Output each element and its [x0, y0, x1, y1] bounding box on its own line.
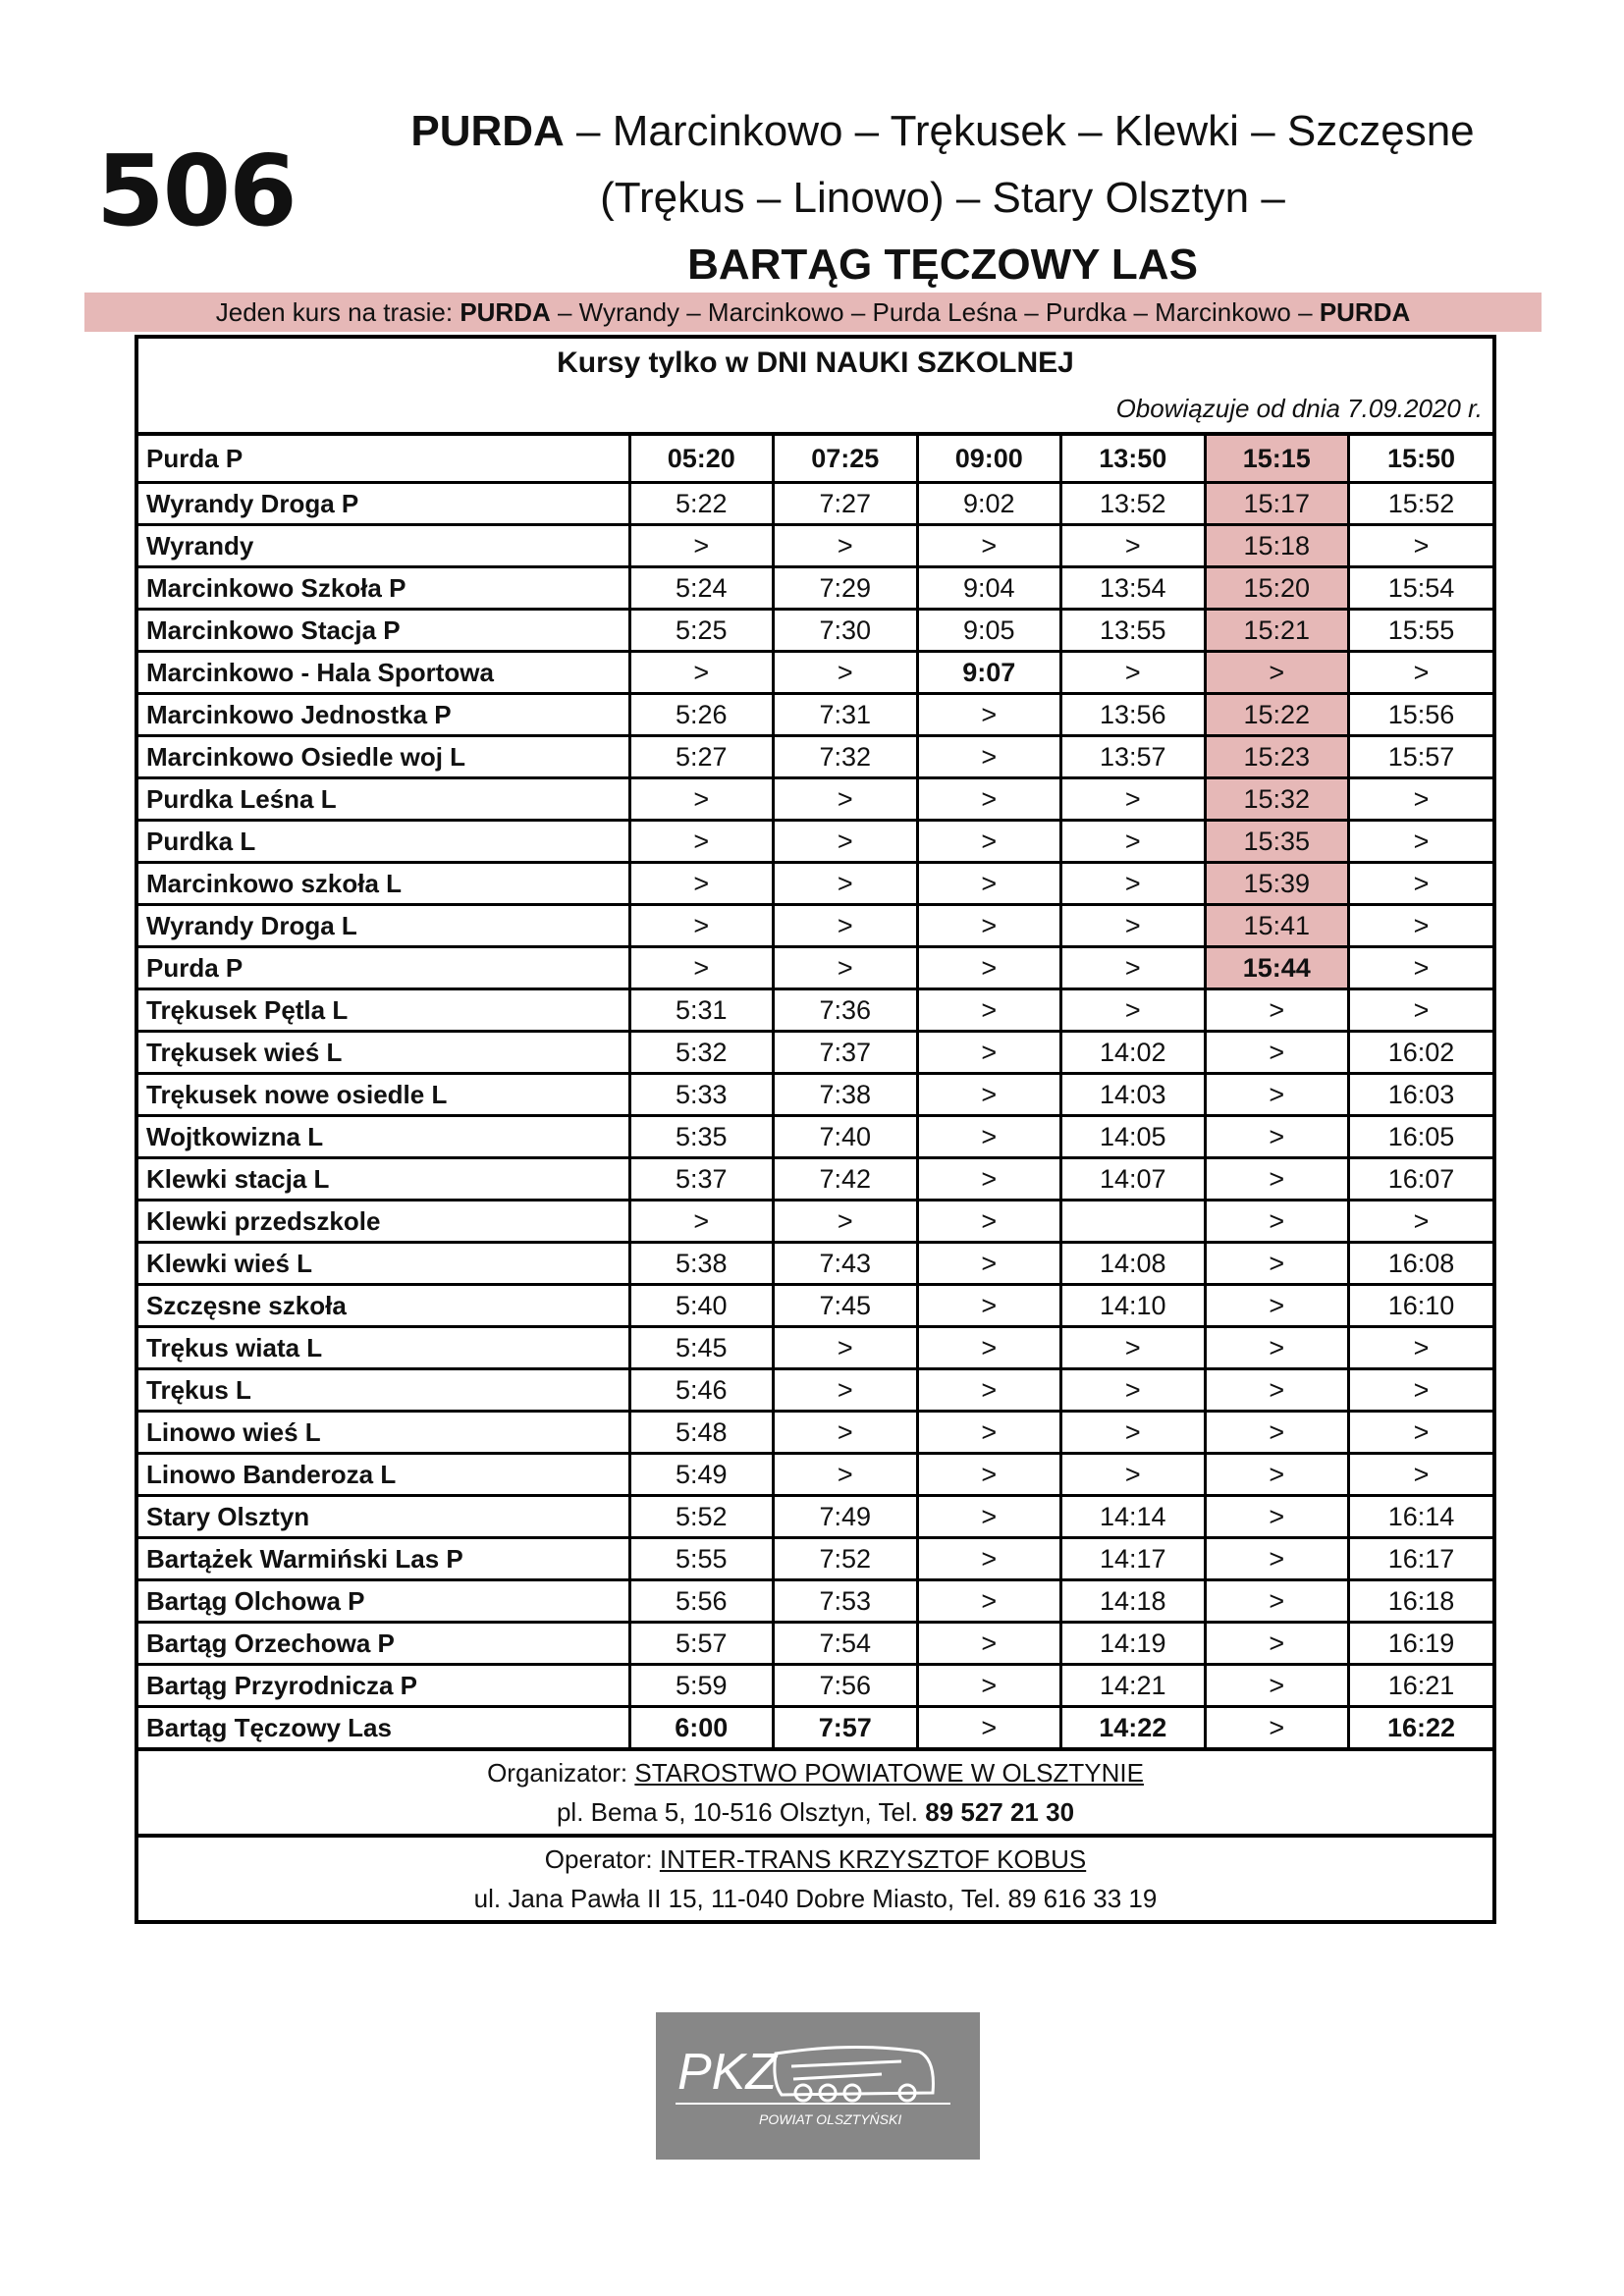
departure-time: 5:38: [629, 1243, 774, 1285]
departure-time: 7:32: [774, 736, 918, 778]
departure-time: 7:57: [774, 1707, 918, 1748]
departure-time: >: [1061, 652, 1206, 694]
departure-time: >: [1061, 821, 1206, 863]
stop-name: Bartąg Olchowa P: [138, 1580, 629, 1623]
table-row: [138, 1158, 1492, 1201]
organizer-phone: 89 527 21 30: [925, 1797, 1075, 1827]
departure-time: >: [629, 778, 774, 821]
special-route-notice: [84, 293, 1542, 332]
table-row: [138, 947, 1492, 989]
departure-time: >: [917, 1665, 1061, 1707]
departure-time: 16:03: [1349, 1074, 1493, 1116]
departure-time: 13:55: [1061, 610, 1206, 652]
departure-time: >: [1205, 989, 1349, 1032]
table-row: [138, 905, 1492, 947]
table-row: [138, 1201, 1492, 1243]
departure-time: >: [1205, 1496, 1349, 1538]
operator-label: Operator:: [544, 1844, 660, 1874]
departure-time: >: [629, 905, 774, 947]
departure-time: >: [917, 1369, 1061, 1412]
departure-time-header: 13:50: [1061, 436, 1206, 483]
departure-time: 7:53: [774, 1580, 918, 1623]
departure-time: >: [629, 652, 774, 694]
departure-time: 16:10: [1349, 1285, 1493, 1327]
stop-name: Linowo Banderoza L: [138, 1454, 629, 1496]
stop-name: Trękusek nowe osiedle L: [138, 1074, 629, 1116]
schedule-table: [138, 436, 1492, 1747]
departure-time: >: [917, 1116, 1061, 1158]
departure-time: >: [1205, 1116, 1349, 1158]
departure-time: 15:20: [1205, 567, 1349, 610]
departure-time: >: [1061, 905, 1206, 947]
departure-time: 14:19: [1061, 1623, 1206, 1665]
departure-time-header: 15:15: [1205, 436, 1349, 483]
departure-time: >: [1205, 1665, 1349, 1707]
departure-time: >: [1205, 1623, 1349, 1665]
departure-time: >: [1205, 652, 1349, 694]
departure-time: 7:54: [774, 1623, 918, 1665]
stop-name: Marcinkowo Stacja P: [138, 610, 629, 652]
departure-time: 15:55: [1349, 610, 1493, 652]
departure-time: >: [917, 1538, 1061, 1580]
departure-time: 7:29: [774, 567, 918, 610]
operator-section: [138, 1834, 1492, 1920]
stop-name: Marcinkowo Jednostka P: [138, 694, 629, 736]
departure-time: 15:56: [1349, 694, 1493, 736]
departure-time: 7:31: [774, 694, 918, 736]
departure-time: >: [1205, 1369, 1349, 1412]
departure-time: >: [917, 1623, 1061, 1665]
departure-time: 13:54: [1061, 567, 1206, 610]
departure-time: 5:37: [629, 1158, 774, 1201]
departure-time: >: [917, 947, 1061, 989]
table-row: [138, 652, 1492, 694]
stop-name: Wyrandy Droga P: [138, 483, 629, 525]
departure-time: >: [917, 1243, 1061, 1285]
departure-time: 5:40: [629, 1285, 774, 1327]
departure-time: 5:59: [629, 1665, 774, 1707]
operator-name[interactable]: INTER-TRANS KRZYSZTOF KOBUS: [659, 1844, 1087, 1874]
departure-time: 5:33: [629, 1074, 774, 1116]
departure-time: 14:17: [1061, 1538, 1206, 1580]
table-row: [138, 1623, 1492, 1665]
departure-time: 16:22: [1349, 1707, 1493, 1748]
table-row: [138, 863, 1492, 905]
table-row: [138, 1580, 1492, 1623]
departure-time: >: [1205, 1580, 1349, 1623]
departure-time: >: [1061, 947, 1206, 989]
departure-time: >: [917, 905, 1061, 947]
departure-time: >: [917, 1074, 1061, 1116]
stop-name: Trękusek wieś L: [138, 1032, 629, 1074]
table-row: [138, 1327, 1492, 1369]
departure-time: 14:10: [1061, 1285, 1206, 1327]
stop-name: Klewki stacja L: [138, 1158, 629, 1201]
departure-time: 5:31: [629, 989, 774, 1032]
table-row: [138, 1285, 1492, 1327]
departure-time: >: [917, 863, 1061, 905]
notice-middle: – Wyrandy – Marcinkowo – Purda Leśna – Purdka – Marcinkowo –: [550, 297, 1320, 327]
stop-name: Stary Olsztyn: [138, 1496, 629, 1538]
departure-time: >: [1205, 1327, 1349, 1369]
departure-time: >: [917, 1707, 1061, 1748]
departure-time: >: [774, 905, 918, 947]
departure-time: >: [1349, 525, 1493, 567]
departure-time: 15:54: [1349, 567, 1493, 610]
departure-time: 15:23: [1205, 736, 1349, 778]
departure-time: >: [629, 1201, 774, 1243]
departure-time: >: [1061, 1412, 1206, 1454]
stop-name: Bartążek Warmiński Las P: [138, 1538, 629, 1580]
departure-time: 14:22: [1061, 1707, 1206, 1748]
departure-time: >: [774, 1201, 918, 1243]
departure-time: >: [774, 947, 918, 989]
departure-time: >: [917, 1496, 1061, 1538]
departure-time: >: [917, 1580, 1061, 1623]
departure-time: >: [917, 1201, 1061, 1243]
departure-time: >: [917, 525, 1061, 567]
departure-time: >: [629, 947, 774, 989]
departure-time: >: [774, 863, 918, 905]
departure-time: >: [774, 1327, 918, 1369]
departure-time: >: [774, 652, 918, 694]
departure-time: >: [629, 863, 774, 905]
departure-time-header: 07:25: [774, 436, 918, 483]
departure-time: >: [917, 1158, 1061, 1201]
stop-name: Bartąg Orzechowa P: [138, 1623, 629, 1665]
departure-time: 7:27: [774, 483, 918, 525]
logo-text: PKZ: [677, 2044, 778, 2101]
departure-time: >: [917, 1032, 1061, 1074]
departure-time-header: 09:00: [917, 436, 1061, 483]
departure-time: >: [774, 1369, 918, 1412]
table-row: [138, 1116, 1492, 1158]
notice-start: PURDA: [460, 297, 551, 327]
departure-time: 5:52: [629, 1496, 774, 1538]
stop-name: Bartąg Tęczowy Las: [138, 1707, 629, 1748]
departure-time: 15:17: [1205, 483, 1349, 525]
departure-time: >: [1349, 821, 1493, 863]
organizer-address: pl. Bema 5, 10-516 Olsztyn, Tel.: [556, 1797, 926, 1827]
departure-time: >: [917, 1454, 1061, 1496]
departure-time: >: [1205, 1201, 1349, 1243]
departure-time: >: [774, 1454, 918, 1496]
stop-name: Purdka L: [138, 821, 629, 863]
departure-time: 16:08: [1349, 1243, 1493, 1285]
departure-time: >: [1061, 863, 1206, 905]
logo-subtitle: POWIAT OLSZTYŃSKI: [759, 2111, 902, 2127]
departure-time: 16:21: [1349, 1665, 1493, 1707]
departure-time: 16:17: [1349, 1538, 1493, 1580]
departure-time: 16:19: [1349, 1623, 1493, 1665]
departure-time: 15:39: [1205, 863, 1349, 905]
bus-icon: [656, 2012, 980, 2160]
table-row: [138, 989, 1492, 1032]
stop-name: Marcinkowo - Hala Sportowa: [138, 652, 629, 694]
stop-name: Wyrandy Droga L: [138, 905, 629, 947]
departure-time: >: [1349, 1201, 1493, 1243]
departure-time: 5:26: [629, 694, 774, 736]
departure-time: 5:45: [629, 1327, 774, 1369]
departure-time: >: [917, 989, 1061, 1032]
table-row: [138, 1032, 1492, 1074]
departure-time: 5:46: [629, 1369, 774, 1412]
stop-name: Marcinkowo szkoła L: [138, 863, 629, 905]
table-row: [138, 1074, 1492, 1116]
departure-time: 5:25: [629, 610, 774, 652]
route-number: 506: [96, 133, 296, 248]
departure-time: 7:43: [774, 1243, 918, 1285]
departure-time: >: [1205, 1454, 1349, 1496]
departure-time: >: [1349, 652, 1493, 694]
departure-time: >: [917, 736, 1061, 778]
departure-time: >: [1061, 778, 1206, 821]
departure-time: >: [1061, 989, 1206, 1032]
table-row: [138, 1412, 1492, 1454]
departure-time: 16:02: [1349, 1032, 1493, 1074]
departure-time: >: [629, 821, 774, 863]
route-start: PURDA: [410, 107, 565, 155]
stop-name: Purda P: [138, 947, 629, 989]
departure-time: >: [1061, 1327, 1206, 1369]
departure-time: >: [1205, 1158, 1349, 1201]
departure-time: 16:18: [1349, 1580, 1493, 1623]
departure-time: 16:14: [1349, 1496, 1493, 1538]
table-row: [138, 821, 1492, 863]
stop-name: Trękus wiata L: [138, 1327, 629, 1369]
stop-name: Szczęsne szkoła: [138, 1285, 629, 1327]
table-row: [138, 1454, 1492, 1496]
stop-name: Marcinkowo Osiedle woj L: [138, 736, 629, 778]
departure-time: >: [1205, 1074, 1349, 1116]
departure-time: >: [917, 1412, 1061, 1454]
table-row: [138, 1243, 1492, 1285]
departure-time: 7:38: [774, 1074, 918, 1116]
table-row: [138, 1665, 1492, 1707]
departure-time: >: [1205, 1412, 1349, 1454]
departure-time: 7:56: [774, 1665, 918, 1707]
departure-time: >: [1349, 778, 1493, 821]
departure-time: 5:24: [629, 567, 774, 610]
route-title-line2: (Trękus – Linowo) – Stary Olsztyn –: [600, 174, 1285, 222]
departure-time: >: [917, 1327, 1061, 1369]
departure-time: >: [917, 821, 1061, 863]
departure-time: 15:35: [1205, 821, 1349, 863]
stop-name: Klewki przedszkole: [138, 1201, 629, 1243]
table-row: [138, 610, 1492, 652]
route-title: [295, 98, 1591, 298]
departure-time: >: [1205, 1707, 1349, 1748]
departure-time: 14:03: [1061, 1074, 1206, 1116]
departure-time: >: [1061, 1454, 1206, 1496]
departure-time: 13:57: [1061, 736, 1206, 778]
departure-time: 14:07: [1061, 1158, 1206, 1201]
notice-prefix: Jeden kurs na trasie:: [215, 297, 460, 327]
valid-from: Obowiązuje od dnia 7.09.2020 r.: [1115, 394, 1483, 423]
timetable: [135, 335, 1496, 1924]
stop-name: Wyrandy: [138, 525, 629, 567]
table-row: [138, 567, 1492, 610]
stop-name: Bartąg Przyrodnicza P: [138, 1665, 629, 1707]
departure-time: 9:07: [917, 652, 1061, 694]
school-days-caption: Kursy tylko w DNI NAUKI SZKOLNEJ: [557, 347, 1074, 379]
departure-time: >: [1349, 1412, 1493, 1454]
departure-time: 5:56: [629, 1580, 774, 1623]
stop-name: Purdka Leśna L: [138, 778, 629, 821]
departure-time: 7:37: [774, 1032, 918, 1074]
departure-time: >: [1205, 1243, 1349, 1285]
departure-time: >: [917, 1285, 1061, 1327]
route-title-line1: [295, 98, 1591, 165]
departure-time: 14:21: [1061, 1665, 1206, 1707]
departure-time: >: [1349, 1327, 1493, 1369]
departure-time: >: [1205, 1285, 1349, 1327]
departure-time: 5:49: [629, 1454, 774, 1496]
departure-time: 7:36: [774, 989, 918, 1032]
departure-time: [1061, 1201, 1206, 1243]
departure-time: >: [917, 694, 1061, 736]
departure-time: 7:49: [774, 1496, 918, 1538]
departure-time: 5:27: [629, 736, 774, 778]
departure-time: 7:40: [774, 1116, 918, 1158]
departure-time: >: [774, 778, 918, 821]
route-destination: BARTĄG TĘCZOWY LAS: [687, 240, 1198, 289]
departure-time: >: [1349, 989, 1493, 1032]
stop-name: Wojtkowizna L: [138, 1116, 629, 1158]
departure-time: 15:44: [1205, 947, 1349, 989]
departure-time: 7:52: [774, 1538, 918, 1580]
departure-time: >: [1061, 1369, 1206, 1412]
departure-time: 15:52: [1349, 483, 1493, 525]
table-row: [138, 694, 1492, 736]
departure-time: 9:04: [917, 567, 1061, 610]
departure-time: 7:45: [774, 1285, 918, 1327]
table-row: [138, 1538, 1492, 1580]
departure-time: 15:22: [1205, 694, 1349, 736]
departure-time: 6:00: [629, 1707, 774, 1748]
departure-time: 7:42: [774, 1158, 918, 1201]
departure-time: >: [774, 1412, 918, 1454]
timetable-caption: [138, 339, 1492, 436]
departure-time: >: [1349, 947, 1493, 989]
departure-time: 5:32: [629, 1032, 774, 1074]
organizer-label: Organizator:: [487, 1758, 635, 1788]
departure-time: 14:05: [1061, 1116, 1206, 1158]
table-row: [138, 1496, 1492, 1538]
departure-time: 14:08: [1061, 1243, 1206, 1285]
departure-time: 15:18: [1205, 525, 1349, 567]
table-row: [138, 736, 1492, 778]
departure-time: 13:52: [1061, 483, 1206, 525]
departure-time: 14:18: [1061, 1580, 1206, 1623]
departure-time: 15:21: [1205, 610, 1349, 652]
notice-end: PURDA: [1319, 297, 1411, 327]
departure-time: 5:48: [629, 1412, 774, 1454]
route-via: – Marcinkowo – Trękusek – Klewki – Szczęsne: [564, 107, 1475, 155]
departure-time: 16:05: [1349, 1116, 1493, 1158]
departure-time: 15:41: [1205, 905, 1349, 947]
departure-time: 13:56: [1061, 694, 1206, 736]
departure-time: 9:02: [917, 483, 1061, 525]
departure-time: >: [1205, 1032, 1349, 1074]
pkz-logo: [656, 2012, 980, 2160]
departure-time: 5:55: [629, 1538, 774, 1580]
departure-time: >: [1349, 905, 1493, 947]
departure-time: >: [1061, 525, 1206, 567]
departure-time: 15:32: [1205, 778, 1349, 821]
stop-name: Marcinkowo Szkoła P: [138, 567, 629, 610]
departure-time: >: [1205, 1538, 1349, 1580]
operator-address: ul. Jana Pawła II 15, 11-040 Dobre Miasto, Tel. 89 616 33 19: [473, 1884, 1158, 1913]
stop-name: Purda P: [138, 436, 629, 483]
departure-time: 9:05: [917, 610, 1061, 652]
departure-time: 5:35: [629, 1116, 774, 1158]
departure-time: >: [629, 525, 774, 567]
departure-time: 5:57: [629, 1623, 774, 1665]
departure-time: >: [1349, 1369, 1493, 1412]
table-row: [138, 1707, 1492, 1748]
table-row: [138, 525, 1492, 567]
departure-time: >: [917, 778, 1061, 821]
departure-time: 5:22: [629, 483, 774, 525]
departure-time: >: [1349, 1454, 1493, 1496]
table-row: [138, 483, 1492, 525]
table-row: [138, 778, 1492, 821]
header-row: [138, 436, 1492, 483]
organizer-name[interactable]: STAROSTWO POWIATOWE W OLSZTYNIE: [634, 1758, 1144, 1788]
table-row: [138, 1369, 1492, 1412]
stop-name: Linowo wieś L: [138, 1412, 629, 1454]
departure-time: 14:02: [1061, 1032, 1206, 1074]
stop-name: Klewki wieś L: [138, 1243, 629, 1285]
departure-time: >: [774, 525, 918, 567]
departure-time: 7:30: [774, 610, 918, 652]
departure-time: >: [1349, 863, 1493, 905]
departure-time: 16:07: [1349, 1158, 1493, 1201]
organizer-section: [138, 1747, 1492, 1834]
departure-time: >: [774, 821, 918, 863]
stop-name: Trękus L: [138, 1369, 629, 1412]
departure-time-header: 05:20: [629, 436, 774, 483]
departure-time: 14:14: [1061, 1496, 1206, 1538]
stop-name: Trękusek Pętla L: [138, 989, 629, 1032]
departure-time-header: 15:50: [1349, 436, 1493, 483]
departure-time: 15:57: [1349, 736, 1493, 778]
